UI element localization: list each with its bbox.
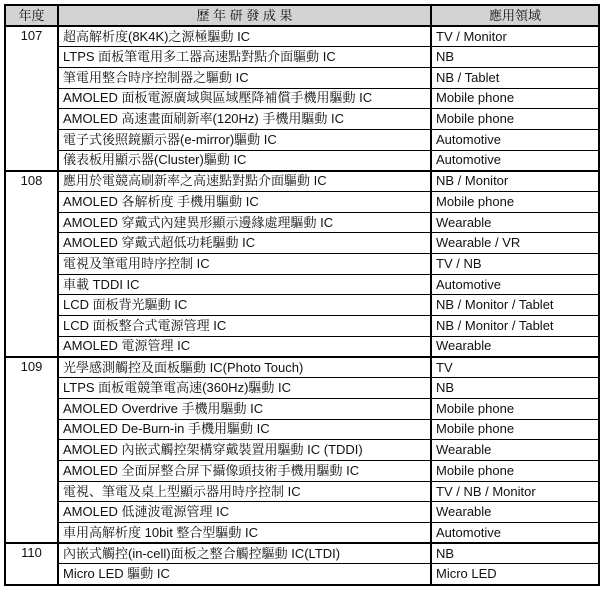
achievement-cell: LCD 面板整合式電源管理 IC: [58, 316, 431, 337]
achievement-cell: 電視及筆電用時序控制 IC: [58, 254, 431, 275]
achievement-cell: 車載 TDDI IC: [58, 274, 431, 295]
table-row: [5, 336, 599, 357]
achievement-cell: 光學感測觸控及面板驅動 IC(Photo Touch): [58, 357, 431, 378]
table-row: [5, 523, 599, 544]
achievement-cell: AMOLED 高速畫面刷新率(120Hz) 手機用驅動 IC: [58, 109, 431, 130]
table-row: [5, 47, 599, 68]
application-cell: Automotive: [431, 129, 599, 150]
application-cell: NB / Monitor: [431, 171, 599, 192]
table-row: [5, 233, 599, 254]
table-row: [5, 254, 599, 275]
application-cell: Wearable: [431, 440, 599, 461]
application-cell: Wearable: [431, 212, 599, 233]
table-row: [5, 543, 599, 564]
rd-achievements-table: [4, 4, 600, 586]
application-cell: TV / NB: [431, 254, 599, 275]
application-cell: Mobile phone: [431, 192, 599, 213]
table-row: [5, 274, 599, 295]
achievement-cell: 儀表板用顯示器(Cluster)驅動 IC: [58, 150, 431, 171]
year-cell-110: 110: [5, 543, 58, 584]
application-cell: Wearable / VR: [431, 233, 599, 254]
table-row: [5, 378, 599, 399]
achievement-cell: LTPS 面板電競筆電高速(360Hz)驅動 IC: [58, 378, 431, 399]
table-row: [5, 316, 599, 337]
achievement-cell: LCD 面板背光驅動 IC: [58, 295, 431, 316]
table-row: [5, 171, 599, 192]
table-row: [5, 67, 599, 88]
application-cell: Automotive: [431, 150, 599, 171]
application-cell: TV: [431, 357, 599, 378]
achievement-cell: 內嵌式觸控(in-cell)面板之整合觸控驅動 IC(LTDI): [58, 543, 431, 564]
application-cell: Automotive: [431, 523, 599, 544]
year-cell-109: 109: [5, 357, 58, 543]
application-cell: NB: [431, 378, 599, 399]
achievement-cell: AMOLED 穿戴式內建異形顯示邊緣處理驅動 IC: [58, 212, 431, 233]
application-cell: Wearable: [431, 336, 599, 357]
achievement-cell: AMOLED 低漣波電源管理 IC: [58, 502, 431, 523]
table-row: [5, 357, 599, 378]
achievement-cell: 超高解析度(8K4K)之源極驅動 IC: [58, 26, 431, 47]
achievement-cell: AMOLED 電源管理 IC: [58, 336, 431, 357]
achievement-cell: AMOLED De-Burn-in 手機用驅動 IC: [58, 419, 431, 440]
table-row: [5, 502, 599, 523]
table-row: [5, 460, 599, 481]
application-cell: Mobile phone: [431, 88, 599, 109]
achievement-cell: AMOLED 面板電源廣域與區域壓降補償手機用驅動 IC: [58, 88, 431, 109]
application-cell: Automotive: [431, 274, 599, 295]
achievement-cell: 電子式後照鏡顯示器(e-mirror)驅動 IC: [58, 129, 431, 150]
col-header-year: 年度: [5, 5, 58, 26]
application-cell: Mobile phone: [431, 460, 599, 481]
application-cell: NB: [431, 543, 599, 564]
application-cell: NB / Monitor / Tablet: [431, 316, 599, 337]
col-header-achievements: 歷 年 研 發 成 果: [58, 5, 431, 26]
achievement-cell: AMOLED 各解析度 手機用驅動 IC: [58, 192, 431, 213]
table-row: [5, 192, 599, 213]
achievement-cell: 應用於電競高刷新率之高速點對點介面驅動 IC: [58, 171, 431, 192]
achievement-cell: AMOLED 內嵌式觸控架構穿戴裝置用驅動 IC (TDDI): [58, 440, 431, 461]
application-cell: Mobile phone: [431, 398, 599, 419]
table-row: [5, 419, 599, 440]
application-cell: Wearable: [431, 502, 599, 523]
application-cell: Mobile phone: [431, 419, 599, 440]
achievement-cell: Micro LED 驅動 IC: [58, 564, 431, 585]
achievement-cell: LTPS 面板筆電用多工器高速點對點介面驅動 IC: [58, 47, 431, 68]
application-cell: NB / Monitor / Tablet: [431, 295, 599, 316]
application-cell: Micro LED: [431, 564, 599, 585]
achievement-cell: 車用高解析度 10bit 整合型驅動 IC: [58, 523, 431, 544]
application-cell: TV / Monitor: [431, 26, 599, 47]
table-row: [5, 109, 599, 130]
table-row: [5, 88, 599, 109]
table-row: [5, 150, 599, 171]
table-row: [5, 295, 599, 316]
year-cell-107: 107: [5, 26, 58, 171]
achievement-cell: AMOLED Overdrive 手機用驅動 IC: [58, 398, 431, 419]
year-cell-108: 108: [5, 171, 58, 357]
table-row: [5, 129, 599, 150]
application-cell: NB: [431, 47, 599, 68]
table-row: [5, 564, 599, 585]
col-header-application: 應用領域: [431, 5, 599, 26]
table-row: [5, 212, 599, 233]
table-row: [5, 398, 599, 419]
achievement-cell: 筆電用整合時序控制器之驅動 IC: [58, 67, 431, 88]
achievement-cell: AMOLED 全面屏整合屏下攝像頭技術手機用驅動 IC: [58, 460, 431, 481]
table-row: [5, 440, 599, 461]
achievement-cell: 電視、筆電及桌上型顯示器用時序控制 IC: [58, 481, 431, 502]
achievement-cell: AMOLED 穿戴式超低功耗驅動 IC: [58, 233, 431, 254]
application-cell: Mobile phone: [431, 109, 599, 130]
application-cell: NB / Tablet: [431, 67, 599, 88]
application-cell: TV / NB / Monitor: [431, 481, 599, 502]
header-row: [5, 5, 599, 26]
table-row: [5, 26, 599, 47]
table-row: [5, 481, 599, 502]
